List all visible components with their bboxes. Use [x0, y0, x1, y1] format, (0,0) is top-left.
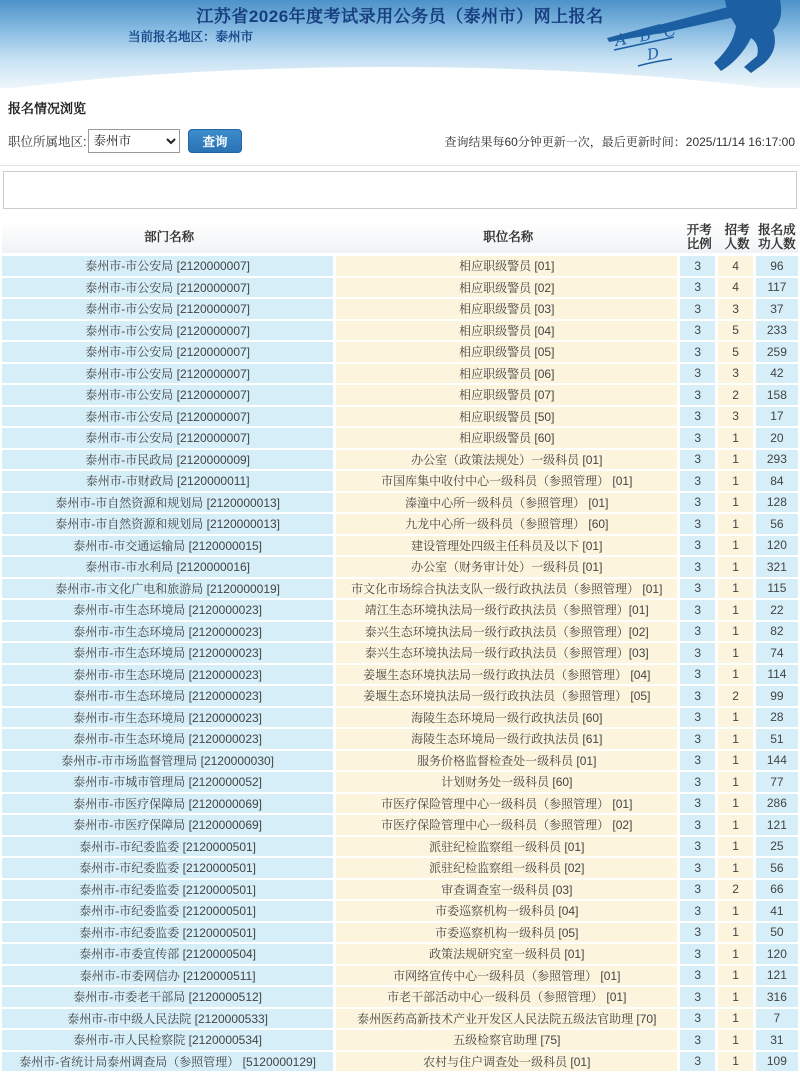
success-count-cell: 114: [756, 665, 798, 687]
dept-cell: 泰州市-省统计局泰州调查局（参照管理） [5120000129]: [2, 1052, 336, 1074]
dept-cell: 泰州市-市医疗保障局 [2120000069]: [2, 815, 336, 837]
table-row: [2, 686, 798, 708]
position-cell: 九龙中心所一级科员（参照管理） [60]: [336, 514, 680, 536]
dept-cell: 泰州市-市委网信办 [2120000511]: [2, 966, 336, 988]
table-row: [2, 751, 798, 773]
recruit-count-cell: 1: [718, 1009, 755, 1031]
ratio-cell: 3: [680, 880, 718, 902]
table-row: [2, 1030, 798, 1052]
success-count-cell: 22: [756, 600, 798, 622]
position-cell: 办公室（政策法规处）一级科员 [01]: [336, 450, 680, 472]
success-count-cell: 286: [756, 794, 798, 816]
table-row: [2, 278, 798, 300]
success-count-cell: 28: [756, 708, 798, 730]
table-row: [2, 858, 798, 880]
position-cell: 相应职级警员 [05]: [336, 342, 680, 364]
position-cell: 海陵生态环境局一级行政执法员 [60]: [336, 708, 680, 730]
dept-cell: 泰州市-市委宣传部 [2120000504]: [2, 944, 336, 966]
ratio-cell: 3: [680, 256, 718, 278]
dept-cell: 泰州市-市生态环境局 [2120000023]: [2, 686, 336, 708]
ratio-cell: 3: [680, 579, 718, 601]
table-row: [2, 256, 798, 278]
ratio-cell: 3: [680, 557, 718, 579]
dept-cell: 泰州市-市城市管理局 [2120000052]: [2, 772, 336, 794]
ratio-cell: 3: [680, 858, 718, 880]
recruit-count-cell: 1: [718, 428, 755, 450]
dept-cell: 泰州市-市纪委监委 [2120000501]: [2, 837, 336, 859]
table-row: [2, 364, 798, 386]
ratio-cell: 3: [680, 772, 718, 794]
ratio-cell: 3: [680, 1009, 718, 1031]
dept-cell: 泰州市-市水利局 [2120000016]: [2, 557, 336, 579]
success-count-cell: 120: [756, 944, 798, 966]
dept-cell: 泰州市-市纪委监委 [2120000501]: [2, 923, 336, 945]
recruit-count-cell: 1: [718, 729, 755, 751]
header-position: 职位名称: [336, 221, 680, 256]
table-row: [2, 665, 798, 687]
table-row: [2, 622, 798, 644]
dept-cell: 泰州市-市公安局 [2120000007]: [2, 428, 336, 450]
recruit-count-cell: 1: [718, 901, 755, 923]
position-cell: 市网络宣传中心一级科员（参照管理） [01]: [336, 966, 680, 988]
table-body: [2, 256, 798, 1073]
recruit-count-cell: 1: [718, 966, 755, 988]
success-count-cell: 51: [756, 729, 798, 751]
position-cell: 办公室（财务审计处）一级科员 [01]: [336, 557, 680, 579]
recruit-count-cell: 3: [718, 407, 755, 429]
table-row: [2, 1052, 798, 1074]
table-row: [2, 880, 798, 902]
recruit-count-cell: 1: [718, 471, 755, 493]
table-row: [2, 450, 798, 472]
success-count-cell: 56: [756, 514, 798, 536]
dept-cell: 泰州市-市公安局 [2120000007]: [2, 278, 336, 300]
recruit-count-cell: 4: [718, 256, 755, 278]
recruit-count-cell: 1: [718, 1052, 755, 1074]
success-count-cell: 120: [756, 536, 798, 558]
table-row: [2, 1009, 798, 1031]
notice-box: [3, 171, 797, 209]
ratio-cell: 3: [680, 493, 718, 515]
recruit-count-cell: 1: [718, 772, 755, 794]
recruit-count-cell: 1: [718, 450, 755, 472]
table-row: [2, 385, 798, 407]
ratio-cell: 3: [680, 321, 718, 343]
table-row: [2, 321, 798, 343]
ratio-cell: 3: [680, 514, 718, 536]
dept-cell: 泰州市-市文化广电和旅游局 [2120000019]: [2, 579, 336, 601]
table-row: [2, 471, 798, 493]
success-count-cell: 42: [756, 364, 798, 386]
success-count-cell: 37: [756, 299, 798, 321]
recruit-count-cell: 1: [718, 837, 755, 859]
filter-bar: [0, 129, 800, 166]
table-row: [2, 729, 798, 751]
success-count-cell: 31: [756, 1030, 798, 1052]
dept-cell: 泰州市-市公安局 [2120000007]: [2, 321, 336, 343]
success-count-cell: 77: [756, 772, 798, 794]
position-cell: 市老干部活动中心一级科员（参照管理） [01]: [336, 987, 680, 1009]
table-row: [2, 407, 798, 429]
dept-cell: 泰州市-市生态环境局 [2120000023]: [2, 665, 336, 687]
recruit-count-cell: 2: [718, 880, 755, 902]
position-cell: 市国库集中收付中心一级科员（参照管理） [01]: [336, 471, 680, 493]
position-cell: 姜堰生态环境执法局一级行政执法员（参照管理） [04]: [336, 665, 680, 687]
table-row: [2, 794, 798, 816]
success-count-cell: 96: [756, 256, 798, 278]
success-count-cell: 84: [756, 471, 798, 493]
recruit-count-cell: 1: [718, 923, 755, 945]
dept-cell: 泰州市-市生态环境局 [2120000023]: [2, 622, 336, 644]
table-row: [2, 815, 798, 837]
dept-cell: 泰州市-市纪委监委 [2120000501]: [2, 880, 336, 902]
recruit-count-cell: 1: [718, 557, 755, 579]
table-row: [2, 987, 798, 1009]
dept-cell: 泰州市-市公安局 [2120000007]: [2, 407, 336, 429]
table-row: [2, 514, 798, 536]
recruit-count-cell: 4: [718, 278, 755, 300]
position-cell: 市文化市场综合执法支队一级行政执法员（参照管理） [01]: [336, 579, 680, 601]
dept-cell: 泰州市-市交通运输局 [2120000015]: [2, 536, 336, 558]
success-count-cell: 321: [756, 557, 798, 579]
dept-cell: 泰州市-市财政局 [2120000011]: [2, 471, 336, 493]
position-cell: 计划财务处一级科员 [60]: [336, 772, 680, 794]
ratio-cell: 3: [680, 944, 718, 966]
success-count-cell: 128: [756, 493, 798, 515]
position-cell: 相应职级警员 [07]: [336, 385, 680, 407]
recruit-count-cell: 1: [718, 708, 755, 730]
position-cell: 相应职级警员 [60]: [336, 428, 680, 450]
table-row: [2, 600, 798, 622]
success-count-cell: 109: [756, 1052, 798, 1074]
table-row: [2, 966, 798, 988]
recruit-count-cell: 3: [718, 364, 755, 386]
ratio-cell: 3: [680, 299, 718, 321]
dept-cell: 泰州市-市生态环境局 [2120000023]: [2, 729, 336, 751]
header-ratio: 开考比例: [680, 221, 718, 256]
dept-cell: 泰州市-市委老干部局 [2120000512]: [2, 987, 336, 1009]
success-count-cell: 158: [756, 385, 798, 407]
current-area-label: 当前报名地区：泰州市: [128, 30, 254, 44]
success-count-cell: 56: [756, 858, 798, 880]
ratio-cell: 3: [680, 1052, 718, 1074]
position-cell: 市医疗保险管理中心一级科员（参照管理） [01]: [336, 794, 680, 816]
recruit-count-cell: 2: [718, 385, 755, 407]
success-count-cell: 121: [756, 815, 798, 837]
ratio-cell: 3: [680, 342, 718, 364]
ratio-cell: 3: [680, 751, 718, 773]
table-row: [2, 708, 798, 730]
position-cell: 服务价格监督检查处一级科员 [01]: [336, 751, 680, 773]
ratio-cell: 3: [680, 1030, 718, 1052]
success-count-cell: 233: [756, 321, 798, 343]
recruit-count-cell: 1: [718, 1030, 755, 1052]
success-count-cell: 66: [756, 880, 798, 902]
registration-table: [2, 221, 798, 1073]
position-cell: 市委巡察机构一级科员 [04]: [336, 901, 680, 923]
area-select-label: 职位所属地区:: [8, 135, 87, 149]
dept-cell: 泰州市-市民政局 [2120000009]: [2, 450, 336, 472]
position-cell: 相应职级警员 [50]: [336, 407, 680, 429]
dept-cell: 泰州市-市公安局 [2120000007]: [2, 342, 336, 364]
position-cell: 农村与住户调查处一级科员 [01]: [336, 1052, 680, 1074]
header-dept: 部门名称: [2, 221, 336, 256]
position-cell: 派驻纪检监察组一级科员 [01]: [336, 837, 680, 859]
position-cell: 相应职级警员 [06]: [336, 364, 680, 386]
ratio-cell: 3: [680, 385, 718, 407]
svg-text:D: D: [645, 44, 661, 64]
query-button[interactable]: 查询: [188, 129, 241, 153]
recruit-count-cell: 5: [718, 321, 755, 343]
success-count-cell: 41: [756, 901, 798, 923]
dept-cell: 泰州市-市生态环境局 [2120000023]: [2, 643, 336, 665]
table-row: [2, 299, 798, 321]
ratio-cell: 3: [680, 901, 718, 923]
ratio-cell: 3: [680, 622, 718, 644]
recruit-count-cell: 1: [718, 643, 755, 665]
position-cell: 泰州医药高新技术产业开发区人民法院五级法官助理 [70]: [336, 1009, 680, 1031]
success-count-cell: 25: [756, 837, 798, 859]
recruit-count-cell: 1: [718, 536, 755, 558]
success-count-cell: 17: [756, 407, 798, 429]
success-count-cell: 259: [756, 342, 798, 364]
svg-text:A B C: A B C: [613, 19, 682, 50]
position-cell: 审查调查室一级科员 [03]: [336, 880, 680, 902]
ratio-cell: 3: [680, 278, 718, 300]
recruit-count-cell: 1: [718, 493, 755, 515]
dept-cell: 泰州市-市公安局 [2120000007]: [2, 256, 336, 278]
dept-cell: 泰州市-市公安局 [2120000007]: [2, 385, 336, 407]
ratio-cell: 3: [680, 407, 718, 429]
recruit-count-cell: 1: [718, 858, 755, 880]
ratio-cell: 3: [680, 600, 718, 622]
recruit-count-cell: 1: [718, 579, 755, 601]
ratio-cell: 3: [680, 686, 718, 708]
dept-cell: 泰州市-市生态环境局 [2120000023]: [2, 708, 336, 730]
recruit-count-cell: 5: [718, 342, 755, 364]
ratio-cell: 3: [680, 837, 718, 859]
position-cell: 靖江生态环境执法局一级行政执法员（参照管理）[01]: [336, 600, 680, 622]
dept-cell: 泰州市-市医疗保障局 [2120000069]: [2, 794, 336, 816]
ratio-cell: 3: [680, 428, 718, 450]
table-row: [2, 557, 798, 579]
dept-cell: 泰州市-市纪委监委 [2120000501]: [2, 858, 336, 880]
table-row: [2, 837, 798, 859]
position-cell: 相应职级警员 [02]: [336, 278, 680, 300]
recruit-count-cell: 1: [718, 944, 755, 966]
ratio-cell: 3: [680, 708, 718, 730]
position-cell: 政策法规研究室一级科员 [01]: [336, 944, 680, 966]
success-count-cell: 82: [756, 622, 798, 644]
ratio-cell: 3: [680, 987, 718, 1009]
ratio-cell: 3: [680, 729, 718, 751]
success-count-cell: 20: [756, 428, 798, 450]
position-cell: 派驻纪检监察组一级科员 [02]: [336, 858, 680, 880]
header-recruit-count: 招考人数: [718, 221, 755, 256]
recruit-count-cell: 1: [718, 600, 755, 622]
ratio-cell: 3: [680, 794, 718, 816]
dept-cell: 泰州市-市自然资源和规划局 [2120000013]: [2, 493, 336, 515]
table-row: [2, 493, 798, 515]
ratio-cell: 3: [680, 471, 718, 493]
table-row: [2, 579, 798, 601]
success-count-cell: 316: [756, 987, 798, 1009]
recruit-count-cell: 1: [718, 794, 755, 816]
success-count-cell: 144: [756, 751, 798, 773]
page-title: 江苏省2026年度考试录用公务员（泰州市）网上报名: [196, 7, 604, 26]
success-count-cell: 293: [756, 450, 798, 472]
table-row: [2, 536, 798, 558]
ratio-cell: 3: [680, 364, 718, 386]
success-count-cell: 7: [756, 1009, 798, 1031]
position-cell: 溱潼中心所一级科员（参照管理） [01]: [336, 493, 680, 515]
ratio-cell: 3: [680, 966, 718, 988]
dept-cell: 泰州市-市人民检察院 [2120000534]: [2, 1030, 336, 1052]
update-note: 查询结果每60分钟更新一次，最后更新时间：2025/11/14 16:17:00: [444, 134, 795, 149]
table-row: [2, 428, 798, 450]
table-header-row: [2, 221, 798, 256]
position-cell: 相应职级警员 [03]: [336, 299, 680, 321]
dept-cell: 泰州市-市生态环境局 [2120000023]: [2, 600, 336, 622]
table-row: [2, 901, 798, 923]
position-cell: 泰兴生态环境执法局一级行政执法员（参照管理）[03]: [336, 643, 680, 665]
success-count-cell: 115: [756, 579, 798, 601]
dept-cell: 泰州市-市自然资源和规划局 [2120000013]: [2, 514, 336, 536]
success-count-cell: 50: [756, 923, 798, 945]
ratio-cell: 3: [680, 643, 718, 665]
position-cell: 市医疗保险管理中心一级科员（参照管理） [02]: [336, 815, 680, 837]
position-cell: 姜堰生态环境执法局一级行政执法员（参照管理） [05]: [336, 686, 680, 708]
table-row: [2, 944, 798, 966]
ratio-cell: 3: [680, 450, 718, 472]
table-row: [2, 772, 798, 794]
recruit-count-cell: 1: [718, 987, 755, 1009]
dept-cell: 泰州市-市公安局 [2120000007]: [2, 364, 336, 386]
ratio-cell: 3: [680, 536, 718, 558]
table-row: [2, 923, 798, 945]
position-cell: 建设管理处四级主任科员及以下 [01]: [336, 536, 680, 558]
recruit-count-cell: 1: [718, 751, 755, 773]
ratio-cell: 3: [680, 923, 718, 945]
recruit-count-cell: 1: [718, 622, 755, 644]
position-cell: 泰兴生态环境执法局一级行政执法员（参照管理）[02]: [336, 622, 680, 644]
dept-cell: 泰州市-市公安局 [2120000007]: [2, 299, 336, 321]
success-count-cell: 117: [756, 278, 798, 300]
recruit-count-cell: 1: [718, 815, 755, 837]
recruit-count-cell: 1: [718, 514, 755, 536]
dept-cell: 泰州市-市市场监督管理局 [2120000030]: [2, 751, 336, 773]
recruit-count-cell: 1: [718, 665, 755, 687]
position-cell: 相应职级警员 [04]: [336, 321, 680, 343]
table-row: [2, 342, 798, 364]
ratio-cell: 3: [680, 815, 718, 837]
ratio-cell: 3: [680, 665, 718, 687]
success-count-cell: 99: [756, 686, 798, 708]
area-select[interactable]: [88, 129, 180, 153]
position-cell: 海陵生态环境局一级行政执法员 [61]: [336, 729, 680, 751]
banner: [0, 0, 800, 88]
position-cell: 五级检察官助理 [75]: [336, 1030, 680, 1052]
dept-cell: 泰州市-市中级人民法院 [2120000533]: [2, 1009, 336, 1031]
table-row: [2, 643, 798, 665]
success-count-cell: 74: [756, 643, 798, 665]
position-cell: 相应职级警员 [01]: [336, 256, 680, 278]
success-count-cell: 121: [756, 966, 798, 988]
recruit-count-cell: 3: [718, 299, 755, 321]
dept-cell: 泰州市-市纪委监委 [2120000501]: [2, 901, 336, 923]
position-cell: 市委巡察机构一级科员 [05]: [336, 923, 680, 945]
section-title: 报名情况浏览: [8, 101, 87, 116]
recruit-count-cell: 2: [718, 686, 755, 708]
header-success-count: 报名成功人数: [756, 221, 798, 256]
